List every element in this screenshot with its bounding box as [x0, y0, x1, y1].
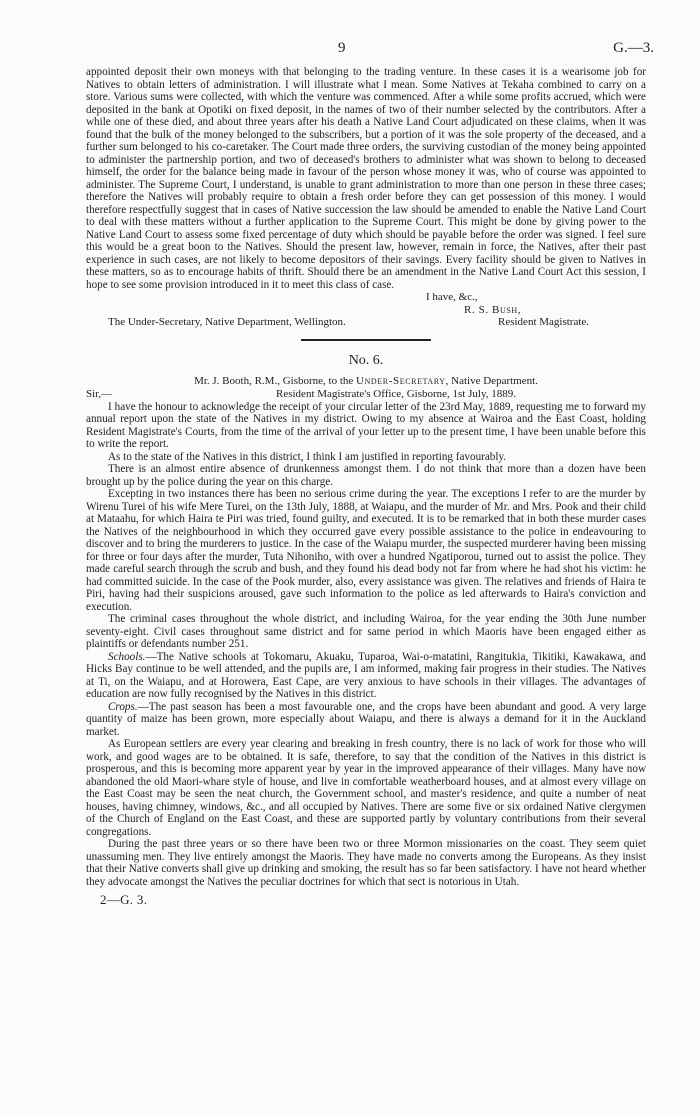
body-paragraph: As to the state of the Natives in this district, I think I am justified in reporting favourably. — [108, 450, 507, 463]
schools-text: —The Native schools at Tokomaru, Akuaku, Tuparoa, Wai-o-matatini, Rangitukia, Tikitiki, Kawakawa, and Hicks Bay continue to be well attended, and the pupils are, I am informed, making fair progress in their studies. The Natives at Ti, on the Waiapu, and at Horowera, East Cape, are very anxious to have schools in their villages. The advantages of education are now fully recognised by the Natives in this district. — [86, 650, 646, 700]
letter-to-rest: , Native Department. — [445, 374, 538, 387]
page-header — [86, 40, 654, 66]
signer-title: Resident Magistrate. — [498, 316, 590, 328]
salutation: Sir,— — [86, 387, 113, 400]
addressee: The Under-Secretary, Native Department, Wellington. — [108, 316, 346, 328]
closing-phrase: I have, &c., — [426, 291, 478, 303]
letter-number-heading: No. 6. — [348, 352, 384, 368]
body-paragraph: During the past three years or so there have been two or three Mormon missionaries on the coast. They seem quiet unassuming men. They live entirely amongst the Maoris. They have made no converts among the Europeans. As they insist that their Native converts shall give up drinking and smoking, the result has so far been satisfactory. I have not heard whether they advocate amongst the Natives the peculiar doctrines for which that sect is notorious in Utah. — [86, 838, 646, 888]
document-page — [86, 40, 654, 908]
crops-text: —The past season has been a most favourable one, and the crops have been abundant and good. A very large quantity of maize has been grown, more especially about Waiapu, and there is always a demand for it in the Auckland market. — [86, 700, 646, 738]
signature-mark: 2—G. 3. — [100, 892, 148, 907]
signature-name: R. S. Bush, — [464, 303, 522, 316]
document-reference: G.—3. — [613, 40, 654, 56]
letter-from: Mr. J. Booth, R.M., Gisborne, to the — [194, 374, 354, 387]
body-paragraph: Excepting in two instances there has been no serious crime during the year. The exceptions I refer to are the murder by Wirenu Turei of his wife Mere Turei, on the 13th July, 1888, at Waiapu, and the murder of Mr. and Mrs. Pook and their child at Mataahu, for which Haira te Piri was tried, found guilty, and executed. It is to be remarked that in both these murder cases the Natives of the neighbourhood in which they occurred gave every possible assistance to the police in endeavouring to discover and to bring the murderers to justice. In the case of the Waiapu murder, the suspected murderer having been missing for three or four days after the murder, Tuta Nihoniho, with over a hundred Ngatiporou, turned out to assist the police. They made careful search through the scrub and bush, and they found his dead body not far from where he had shot his victim: he had committed suicide. In the case of the Pook murder, also, every assistance was given. The relatives and friends of Haira te Piri, having had their suspicions aroused, gave such information to the police as led afterwards to Haira's conviction and execution. — [86, 488, 646, 613]
letter-to-title: Under-Secretary — [356, 374, 446, 387]
crops-paragraph — [86, 701, 646, 739]
body-paragraph: The criminal cases throughout the whole district, and including Wairoa, for the year ending the 30th June number seventy-eight. Civil cases throughout same district and for same period in which Maoris have been engaged either as plaintiffs or defendants number 251. — [86, 613, 646, 650]
crops-label: Crops. — [108, 700, 138, 713]
salutation-line — [86, 388, 646, 401]
letter-signature-block — [86, 291, 646, 329]
body-paragraph: As European settlers are every year clearing and breaking in fresh country, there is no lack of work for those who will work, and good wages are to be obtained. It is safe, therefore, to say that the condition of the Natives in this district is prosperous, and this is becoming more apparent year by year in the improved appearance of their villages. Many have now abandoned the old Maori-whare style of house, and live in comfortable weatherboard houses, and at almost every village on the East Coast may be seen the neat church, the Government school, and master's residence, and quite a number of neat houses, having chimney, windows, &c., and all occupied by Natives. There are some five or six ordained Native clergymen of the Church of England on the East Coast, and these are supported partly by voluntary contributions from their several congregations. — [86, 738, 646, 838]
office-and-date: Resident Magistrate's Office, Gisborne, 1st July, 1889. — [276, 387, 516, 400]
schools-label: Schools. — [108, 650, 146, 663]
letter-heading — [86, 375, 646, 388]
body-paragraph: There is an almost entire absence of drunkenness amongst them. I do not think that more than a dozen have been brought up by the police during the year on this charge. — [86, 463, 646, 488]
section-divider — [301, 339, 431, 341]
continued-paragraph: appointed deposit their own moneys with that belonging to the trading venture. In these cases it is a wearisome job for Natives to obtain letters of administration. I will illustrate what I mean. Some Natives at Tekaha combined to carry on a store. Various sums were collected, with which the venture was commenced. After a while some profits accrued, which were deposited in the bank at Opotiki on fixed deposit, in the names of two of their number selected by the contributors. After a while one of these died, and about three years after his death a Native Land Court adjudicated on these claims, when it was found that the bulk of the money belonged to the subscribers, but a portion of it was the sole property of the deceased, and a further sum belonged to his co-caretaker. The Court made three orders, the surviving custodian of the money being appointed to administer the partnership portion, and two of deceased's brothers to administer what was shown to belong to deceased himself, the order for the balance being made in favour of the person whose money it was, who of course was appointed to administer. The Supreme Court, I understand, is unable to grant administration to more than one person in these three cases; therefore the Natives will probably require to obtain a fresh order before they can get possession of this money. I would therefore respectfully suggest that in cases of Native succession the law should be amended to enable the Native Land Court to deal with these matters without a further application to the Supreme Court. This might be done by giving power to the Native Land Court to assess some fixed percentage of duty which should be payable before the order was signed. I feel sure this would be a great boon to the Natives. Should the present law, however, remain in force, the Natives, after their past experience in such cases, are not likely to become depositors of their savings. Every facility should be given to Natives in these matters, so as to encourage habits of thrift. Should there be an amendment in the Native Land Court Act this session, I hope to see some provision introduced in it to meet this class of case. — [86, 66, 646, 291]
page-number: 9 — [338, 40, 346, 56]
schools-paragraph — [86, 651, 646, 701]
body-paragraph: I have the honour to acknowledge the receipt of your circular letter of the 23rd May, 1889, requesting me to forward my annual report upon the state of the Natives in my district. Owing to my absence at Wairoa and the East Coast, holding Resident Magistrate's Courts, from the time of the arrival of your letter up to the present time, I have been unable before this to write the report. — [86, 400, 646, 450]
